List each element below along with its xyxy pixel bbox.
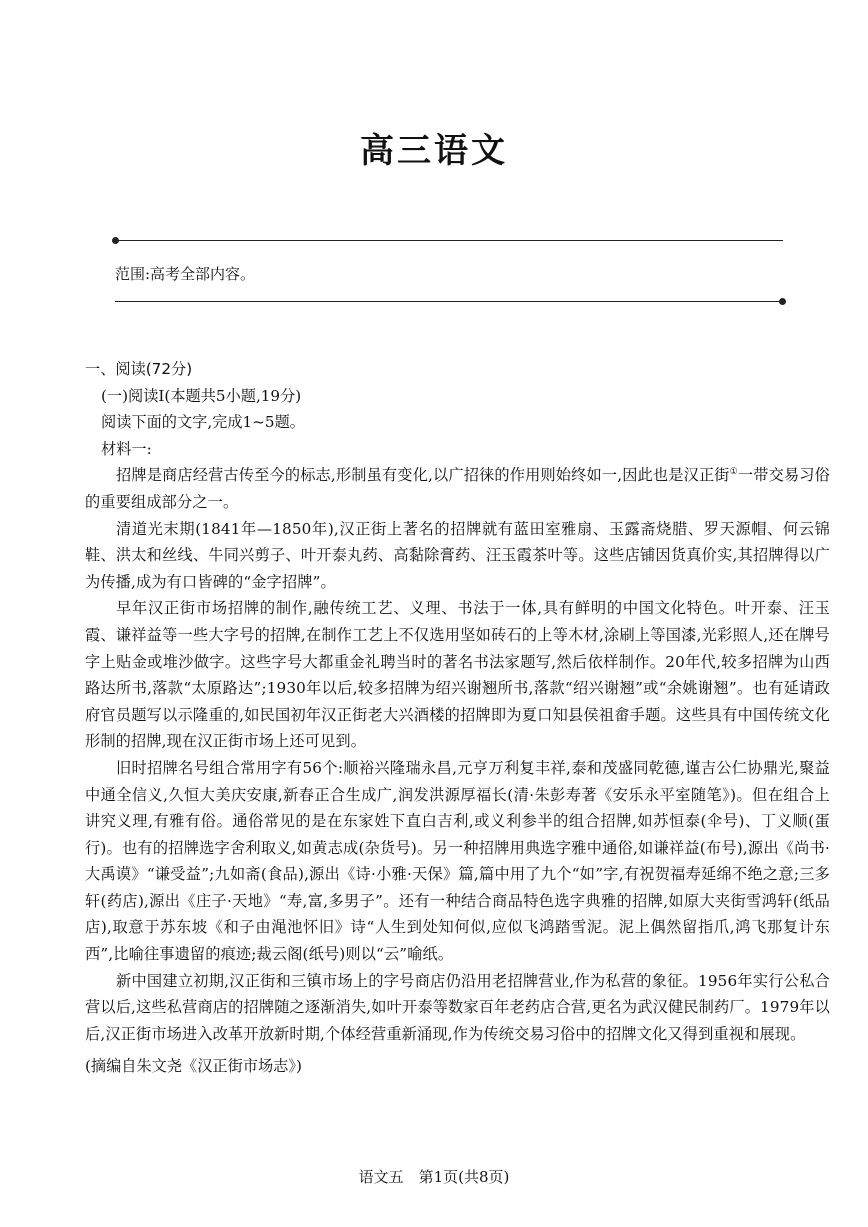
- page-footer: 语文五 第1页(共8页): [358, 1168, 510, 1186]
- subsection-heading: (一)阅读Ⅰ(本题共5小题,19分): [101, 386, 302, 405]
- section-heading: 一、阅读(72分): [85, 360, 193, 378]
- divider-dot: [779, 298, 786, 305]
- paragraph: 清道光末期(1841年—1850年),汉正街上著名的招牌就有蓝田室雅扇、玉露斋烧腊、罗天源帽、何云锦鞋、洪太和丝线、牛同兴剪子、叶开泰丸药、高黏除膏药、汪玉霞茶叶等。这些店铺因货真价实,其招牌得以广为传播,成为有口皆碑的“金字招牌”。: [85, 519, 830, 591]
- source-citation: (摘编自朱文尧《汉正街市场志》): [85, 1057, 302, 1076]
- paragraph: [85, 462, 830, 515]
- top-divider: [115, 240, 783, 241]
- page-title: 高三语文: [360, 131, 508, 171]
- bottom-divider: [115, 301, 783, 302]
- divider-dot: [112, 237, 119, 244]
- paragraph-text: 一带交易习俗的重要组成部分之一。: [85, 466, 830, 511]
- footnote-marker: ①: [729, 467, 738, 478]
- paragraph: 新中国建立初期,汉正街和三镇市场上的字号商店仍沿用老招牌营业,作为私营的象征。1956年实行公私合营以后,这些私营商店的招牌随之逐渐消失,如叶开泰等数家百年老药店合营,更名为武汉健民制药厂。1979年以后,汉正街市场进入改革开放新时期,个体经营重新涌现,作为传统交易习俗中的招牌文化又得到重视和展现。: [85, 971, 830, 1043]
- instruction: 阅读下面的文字,完成1~5题。: [101, 413, 305, 432]
- paragraph-text: 招牌是商店经营古传至今的标志,形制虽有变化,以广招徕的作用则始终如一,因此也是汉正街: [116, 466, 730, 485]
- reading-section: [85, 356, 830, 1080]
- material-label: 材料一:: [101, 439, 152, 458]
- paragraph: 早年汉正街市场招牌的制作,融传统工艺、义理、书法于一体,具有鲜明的中国文化特色。叶开泰、汪玉霞、谦祥益等一些大字号的招牌,在制作工艺上不仅选用坚如砖石的上等木材,涂刷上等国漆,光彩照人,还在牌号字上贴金或堆沙做字。这些字号大都重金礼聘当时的著名书法家题写,然后依样制作。20年代,较多招牌为山西路达所书,落款“太原路达”;1930年以后,较多招牌为绍兴谢翘所书,落款“绍兴谢翘”或“余姚谢翘”。也有延请政府官员题写以示隆重的,如民国初年汉正街老大兴酒楼的招牌即为夏口知县侯祖畲手题。这些具有中国传统文化形制的招牌,现在汉正街市场上还可见到。: [85, 599, 830, 751]
- paragraph: 旧时招牌名号组合常用字有56个:顺裕兴隆瑞永昌,元亨万利复丰祥,泰和茂盛同乾德,谨吉公仁协鼎光,聚益中通全信义,久恒大美庆安康,新春正合生成广,润发洪源厚福长(清·朱彭寿著《安乐永平室随笔》)。但在组合上讲究义理,有雅有俗。通俗常见的是在东家姓下直白吉利,或义利参半的组合招牌,如苏恒泰(伞号)、丁义顺(蛋行)。也有的招牌选字舍利取义,如黄志成(杂货号)。另一种招牌用典选字雅中通俗,如谦祥益(布号),源出《尚书·大禹谟》“谦受益”;九如斋(食品),源出《诗·小雅·天保》篇,篇中用了九个“如”字,有祝贺福寿延绵不绝之意;三多轩(药店),源出《庄子·天地》“寿,富,多男子”。还有一种结合商品特色选字典雅的招牌,如原大夹街雪鸿轩(纸品店),取意于苏东坡《和子由渑池怀旧》诗“人生到处知何似,应似飞鸿踏雪泥。泥上偶然留指爪,鸿飞那复计东西”,比喻往事遗留的痕迹;裁云阁(纸号)则以“云”喻纸。: [85, 758, 830, 964]
- scope-line: 范围:高考全部内容。: [115, 265, 256, 283]
